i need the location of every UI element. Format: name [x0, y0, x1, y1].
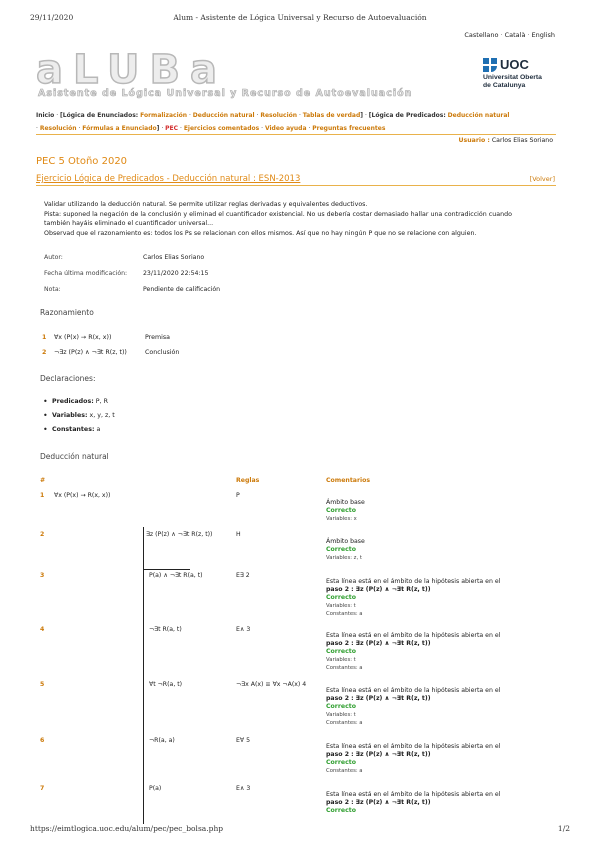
nav-formulas-enunciado[interactable]: Fórmulas a Enunciado	[82, 124, 157, 132]
nav-inicio[interactable]: Inicio	[36, 112, 55, 119]
row-number: 1	[40, 492, 45, 499]
row-formula: ¬∃t R(a, t)	[149, 626, 182, 633]
uoc-name: UOC	[500, 57, 529, 72]
decl-predicados	[52, 398, 108, 405]
col-comments: Comentarios	[326, 477, 371, 484]
constantes-value: a	[96, 426, 101, 433]
logo-word: aLUBa	[36, 47, 228, 93]
row-rule: E∧ 3	[236, 626, 251, 633]
user-info	[459, 137, 553, 144]
comment-variables: Variables: x	[326, 516, 357, 522]
row-formula: P(a) ∧ ¬∃t R(a, t)	[149, 572, 203, 579]
volver-link[interactable]: [Volver]	[529, 175, 555, 183]
autor-label: Autor:	[44, 254, 63, 261]
status-correcto: Correcto	[326, 648, 356, 655]
row-number: 1	[42, 334, 47, 341]
fecha-value: 23/11/2020 22:54:15	[143, 270, 209, 277]
row-number: 4	[40, 626, 45, 633]
comment-line1: Esta línea está en el ámbito de la hipótesis abierta en el	[326, 578, 501, 585]
row-number: 2	[40, 531, 45, 538]
row-rule: E∧ 3	[236, 785, 251, 792]
predicados-label: Predicados:	[52, 398, 94, 405]
language-bar: Castellano · Català · English	[464, 31, 555, 39]
comment-line1: Esta línea está en el ámbito de la hipótesis abierta en el	[326, 687, 501, 694]
row-rule: E∀ 5	[236, 737, 251, 744]
row-number: 5	[40, 681, 45, 688]
row-comment	[326, 687, 536, 727]
comment-line2: paso 2 : ∃z (P(z) ∧ ¬∃t R(z, t))	[326, 799, 431, 806]
row-rule: E∃ 2	[236, 572, 250, 579]
comment-variables: Variables: t	[326, 712, 356, 718]
comment-variables: Variables: t	[326, 603, 356, 609]
alum-logo[interactable]	[36, 47, 413, 100]
print-url: https://eimtlogica.uoc.edu/alum/pec/pec_bolsa.php	[30, 824, 224, 833]
nav-pec[interactable]: PEC	[165, 124, 179, 132]
comment-line1: Esta línea está en el ámbito de la hipótesis abierta en el	[326, 632, 501, 639]
row-number: 3	[40, 572, 45, 579]
row-formula: ¬R(a, a)	[149, 737, 175, 744]
nav-resolucion[interactable]: Resolución	[260, 112, 298, 119]
status-correcto: Correcto	[326, 759, 356, 766]
nav-video-ayuda[interactable]: Video ayuda	[264, 124, 307, 132]
lang-castellano[interactable]: Castellano	[464, 31, 499, 39]
print-date: 29/11/2020	[30, 13, 74, 22]
statement-line3: Observad que el razonamiento es: todos los Ps se relacionan con ellos mismos. Así que no hay ningún P que no se relacione con alguien.	[44, 229, 477, 237]
row-formula: ∀t ¬R(a, t)	[149, 681, 183, 688]
logo-subtitle: Asistente de Lógica Universal y Recurso de Autoevaluación	[38, 88, 413, 99]
row-number: 2	[42, 349, 47, 356]
lang-catala[interactable]: Català	[504, 31, 526, 39]
premise-formula: ∀x (P(x) → R(x, x))	[54, 334, 112, 341]
comment-constants: Constantes: a	[326, 665, 363, 671]
decl-variables	[52, 412, 115, 419]
comment-line2: paso 2 : ∃z (P(z) ∧ ¬∃t R(z, t))	[326, 586, 431, 593]
comment-line2: paso 2 : ∃z (P(z) ∧ ¬∃t R(z, t))	[326, 695, 431, 702]
declaraciones-heading: Declaraciones:	[40, 374, 96, 383]
decl-constantes	[52, 426, 100, 433]
user-name: Carlos Elias Soriano	[491, 137, 553, 144]
row-comment	[326, 632, 536, 672]
exercise-statement	[44, 200, 524, 238]
conclusion-formula: ¬∃z (P(z) ∧ ¬∃t R(z, t))	[54, 349, 127, 356]
premise-tag: Premisa	[145, 334, 171, 341]
status-correcto: Correcto	[326, 703, 356, 710]
variables-value: x, y, z, t	[89, 412, 115, 419]
uoc-line2: de Catalunya	[483, 82, 526, 89]
row-formula: ∀x (P(x) → R(x, x))	[54, 492, 111, 499]
statement-line2: Pista: suponed la negación de la conclusión y eliminad el cuantificador existencial. No us debería costar demasiado hallar una contradicción cuando también hayáis eliminado el cuantificador universal...	[44, 210, 512, 227]
pec-title: PEC 5 Otoño 2020	[36, 156, 128, 167]
predicados-value: P, R	[95, 398, 108, 405]
comment-line2: paso 2 : ∃z (P(z) ∧ ¬∃t R(z, t))	[326, 751, 431, 758]
statement-line1: Validar utilizando la deducción natural. Se permite utilizar reglas derivadas y equivalentes deductivos.	[44, 201, 368, 208]
nav-resolucion-2[interactable]: Resolución	[39, 124, 77, 132]
constantes-label: Constantes:	[52, 426, 95, 433]
comment-constants: Constantes: a	[326, 720, 363, 726]
comment-line2: paso 2 : ∃z (P(z) ∧ ¬∃t R(z, t))	[326, 640, 431, 647]
row-comment	[326, 499, 536, 523]
row-formula: P(a)	[149, 785, 162, 792]
status-correcto: Correcto	[326, 546, 356, 553]
nota-value: Pendiente de calificación	[143, 286, 221, 293]
comment-line1: Esta línea está en el ámbito de la hipótesis abierta en el	[326, 791, 501, 798]
row-rule: ¬∃x A(x) ≡ ∀x ¬A(x) 4	[236, 681, 307, 688]
nav-deduccion-natural-2[interactable]: Deducción natural	[447, 112, 510, 119]
row-comment	[326, 743, 536, 775]
status-correcto: Correcto	[326, 807, 356, 814]
nav-preguntas-frecuentes[interactable]: Preguntas frecuentes	[312, 124, 386, 132]
nav-tablas-verdad[interactable]: Tablas de verdad	[302, 112, 361, 119]
row-rule: P	[236, 492, 240, 499]
nav-divider	[36, 134, 556, 135]
deduccion-heading: Deducción natural	[40, 452, 109, 461]
conclusion-tag: Conclusión	[145, 349, 180, 356]
col-rules: Reglas	[236, 477, 260, 484]
comment-variables: Variables: z, t	[326, 555, 362, 561]
status-correcto: Correcto	[326, 594, 356, 601]
title-divider	[36, 185, 556, 186]
uoc-logo[interactable]	[483, 58, 563, 92]
row-comment	[326, 578, 536, 618]
hypothesis-scope-line	[143, 527, 144, 824]
col-number: #	[40, 477, 46, 484]
row-number: 7	[40, 785, 45, 792]
comment-line1: Esta línea está en el ámbito de la hipótesis abierta en el	[326, 743, 501, 750]
row-rule: H	[236, 531, 241, 538]
lang-english[interactable]: English	[531, 31, 555, 39]
status-correcto: Correcto	[326, 507, 356, 514]
print-title: Alum - Asistente de Lógica Universal y Recurso de Autoevaluación	[173, 13, 427, 22]
nav-deduccion-natural[interactable]: Deducción natural	[192, 112, 255, 119]
nav-formalizacion[interactable]: Formalización	[140, 112, 188, 119]
nav-predicados-label: [Lógica de Predicados:	[368, 112, 446, 119]
comment-scope: Ámbito base	[326, 538, 365, 545]
comment-constants: Constantes: a	[326, 768, 363, 774]
nota-label: Nota:	[44, 286, 61, 293]
row-number: 6	[40, 737, 45, 744]
razonamiento-heading: Razonamiento	[40, 308, 94, 317]
uoc-line1: Universitat Oberta	[483, 74, 542, 81]
hypothesis-bar	[143, 569, 190, 570]
exercise-title: Ejercicio Lógica de Predicados - Deducción natural : ESN-2013	[36, 174, 301, 184]
row-comment	[326, 791, 536, 815]
comment-variables: Variables: t	[326, 657, 356, 663]
print-pages: 1/2	[557, 824, 570, 833]
comment-scope: Ámbito base	[326, 499, 365, 506]
nav-ejercicios-comentados[interactable]: Ejercicios comentados	[183, 124, 260, 132]
fecha-label: Fecha última modificación:	[44, 270, 128, 277]
user-label: Usuario :	[458, 137, 490, 144]
row-comment	[326, 538, 536, 562]
variables-label: Variables:	[52, 412, 88, 419]
row-formula: ∃z (P(z) ∧ ¬∃t R(z, t))	[146, 531, 213, 538]
comment-constants: Constantes: a	[326, 611, 363, 617]
nav-enunciados-label: [Lógica de Enunciados:	[60, 112, 139, 119]
top-navigation: Inicio · [Lógica de Enunciados: Formalización · Deducción natural · Resolución · Tablas de verdad] · [Lógica de Predicados: Deducción natural · Resolución · Fórmulas a Enunciado] · PEC · Ejercicios comentados · Video ayuda · Preguntas frecuentes	[36, 112, 510, 132]
uoc-mark-icon	[483, 58, 497, 72]
autor-value: Carlos Elias Soriano	[143, 254, 205, 261]
